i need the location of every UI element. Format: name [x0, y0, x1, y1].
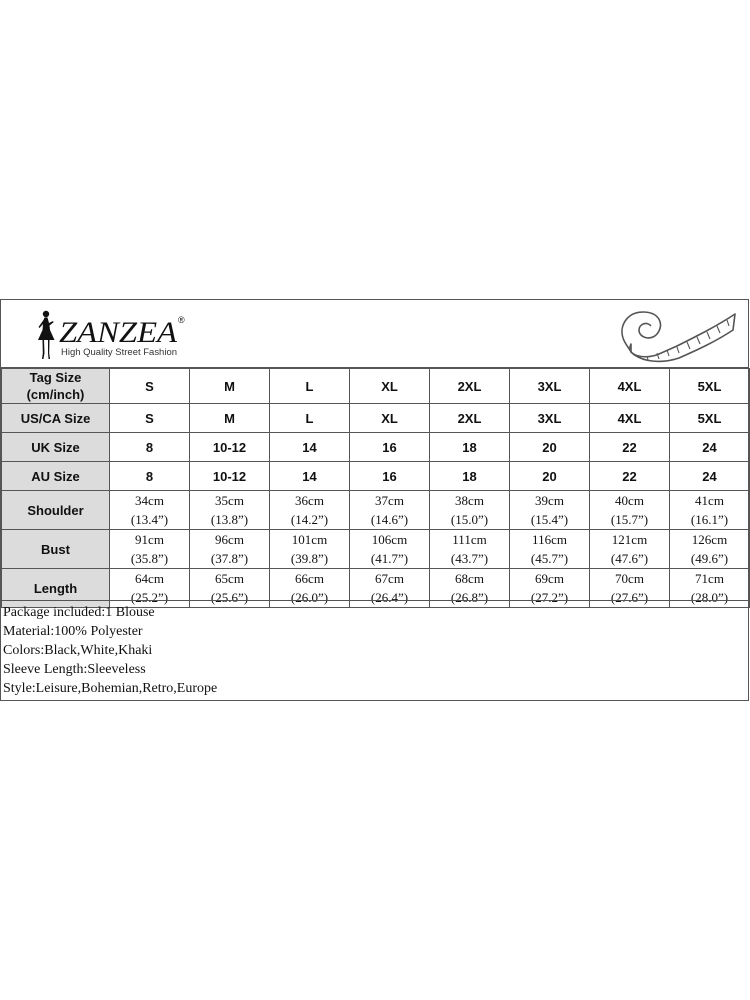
measurement-cm: 101cm [291, 532, 328, 547]
measurement-inch: (26.4”) [370, 590, 409, 605]
measurement-cm: 37cm [375, 493, 404, 508]
measurement-inch: (26.8”) [450, 590, 489, 605]
size-cell: 20 [510, 433, 590, 462]
size-cell: S [110, 404, 190, 433]
measurement-inch: (28.0”) [690, 590, 729, 605]
size-cell: 10-12 [190, 433, 270, 462]
measurement-cm: 71cm [695, 571, 724, 586]
measurement-inch: (13.4”) [130, 512, 169, 527]
measurement-cell [590, 491, 670, 530]
measurement-inch: (41.7”) [370, 551, 409, 566]
measurement-cm: 69cm [535, 571, 564, 586]
size-cell: 3XL [510, 404, 590, 433]
measurement-inch: (47.6”) [610, 551, 649, 566]
size-cell: 14 [270, 462, 350, 491]
measurement-cm: 39cm [535, 493, 564, 508]
measurement-inch: (27.6”) [610, 590, 649, 605]
size-cell: 24 [670, 433, 750, 462]
info-line-material: Material:100% Polyester [3, 624, 143, 639]
table-row [2, 369, 750, 404]
measurement-cell [270, 530, 350, 569]
size-cell: XL [350, 369, 430, 404]
brand-name: ZANZEA [59, 316, 178, 349]
measurement-cm: 65cm [215, 571, 244, 586]
measurement-cm: 116cm [532, 532, 567, 547]
measurement-cell [190, 491, 270, 530]
measuring-tape-icon [617, 304, 739, 364]
row-header: Tag Size (cm/inch) [2, 369, 110, 404]
row-header: US/CA Size [2, 404, 110, 433]
size-cell: 3XL [510, 369, 590, 404]
measurement-cm: 126cm [691, 532, 728, 547]
measurement-cm: 36cm [295, 493, 324, 508]
measurement-cm: 68cm [455, 571, 484, 586]
measurement-cell [670, 491, 750, 530]
row-header: Length [2, 569, 110, 608]
measurement-cell [350, 530, 430, 569]
size-chart [0, 299, 749, 701]
size-cell: 16 [350, 462, 430, 491]
size-cell: 24 [670, 462, 750, 491]
measurement-cm: 41cm [695, 493, 724, 508]
measurement-cell [270, 491, 350, 530]
woman-silhouette-icon [38, 311, 55, 359]
size-cell: L [270, 404, 350, 433]
size-cell: L [270, 369, 350, 404]
measurement-inch: (35.8”) [130, 551, 169, 566]
table-row [2, 462, 750, 491]
row-header: Shoulder [2, 491, 110, 530]
info-line-colors: Colors:Black,White,Khaki [3, 643, 153, 658]
measurement-inch: (16.1”) [690, 512, 729, 527]
size-cell: 22 [590, 433, 670, 462]
table-row [2, 433, 750, 462]
size-cell: XL [350, 404, 430, 433]
measurement-cell [350, 491, 430, 530]
measurement-cell [110, 530, 190, 569]
measurement-cm: 34cm [135, 493, 164, 508]
measurement-cell [670, 530, 750, 569]
measurement-inch: (25.2”) [130, 590, 169, 605]
measurement-cell [510, 491, 590, 530]
measurement-inch: (37.8”) [210, 551, 249, 566]
measurement-cm: 111cm [452, 532, 487, 547]
measurement-cm: 67cm [375, 571, 404, 586]
product-info [1, 600, 749, 701]
row-header: Bust [2, 530, 110, 569]
measurement-inch: (15.0”) [450, 512, 489, 527]
measurement-cell [510, 530, 590, 569]
size-cell: 20 [510, 462, 590, 491]
info-line-package: Package included:1 Blouse [3, 605, 155, 620]
size-cell: 8 [110, 462, 190, 491]
size-cell: 18 [430, 462, 510, 491]
info-line-sleeve: Sleeve Length:Sleeveless [3, 662, 146, 677]
measurement-cell [110, 491, 190, 530]
measurement-cm: 40cm [615, 493, 644, 508]
brand-tagline: High Quality Street Fashion [61, 347, 177, 357]
measurement-inch: (15.7”) [610, 512, 649, 527]
size-cell: 5XL [670, 404, 750, 433]
size-cell: 18 [430, 433, 510, 462]
brand-logo [35, 309, 195, 361]
row-header: AU Size [2, 462, 110, 491]
size-cell: 2XL [430, 369, 510, 404]
measurement-cm: 121cm [611, 532, 648, 547]
size-cell: 16 [350, 433, 430, 462]
size-cell: 22 [590, 462, 670, 491]
table-row [2, 530, 750, 569]
size-cell: 4XL [590, 404, 670, 433]
measurement-inch: (15.4”) [530, 512, 569, 527]
size-cell: M [190, 369, 270, 404]
registered-mark: ® [178, 315, 185, 325]
size-cell: S [110, 369, 190, 404]
measurement-cm: 66cm [295, 571, 324, 586]
table-row [2, 491, 750, 530]
measurement-inch: (43.7”) [450, 551, 489, 566]
size-table [1, 368, 750, 608]
measurement-cell [430, 530, 510, 569]
measurement-cell [430, 491, 510, 530]
chart-header [1, 300, 748, 368]
size-cell: M [190, 404, 270, 433]
size-cell: 4XL [590, 369, 670, 404]
measurement-inch: (27.2”) [530, 590, 569, 605]
table-row [2, 404, 750, 433]
measurement-cm: 106cm [371, 532, 408, 547]
measurement-cm: 35cm [215, 493, 244, 508]
measurement-inch: (26.0”) [290, 590, 329, 605]
measurement-inch: (13.8”) [210, 512, 249, 527]
size-cell: 2XL [430, 404, 510, 433]
size-cell: 14 [270, 433, 350, 462]
row-header: UK Size [2, 433, 110, 462]
info-line-style: Style:Leisure,Bohemian,Retro,Europe [3, 681, 218, 696]
measurement-cm: 70cm [615, 571, 644, 586]
measurement-cm: 38cm [455, 493, 484, 508]
measurement-inch: (25.6”) [210, 590, 249, 605]
measurement-cell [190, 530, 270, 569]
size-cell: 5XL [670, 369, 750, 404]
measurement-cm: 96cm [215, 532, 244, 547]
measurement-cm: 64cm [135, 571, 164, 586]
measurement-inch: (49.6”) [690, 551, 729, 566]
measurement-inch: (45.7”) [530, 551, 569, 566]
measurement-cell [590, 530, 670, 569]
measurement-cm: 91cm [135, 532, 164, 547]
size-cell: 10-12 [190, 462, 270, 491]
measurement-inch: (14.6”) [370, 512, 409, 527]
measurement-inch: (14.2”) [290, 512, 329, 527]
size-cell: 8 [110, 433, 190, 462]
measurement-inch: (39.8”) [290, 551, 329, 566]
